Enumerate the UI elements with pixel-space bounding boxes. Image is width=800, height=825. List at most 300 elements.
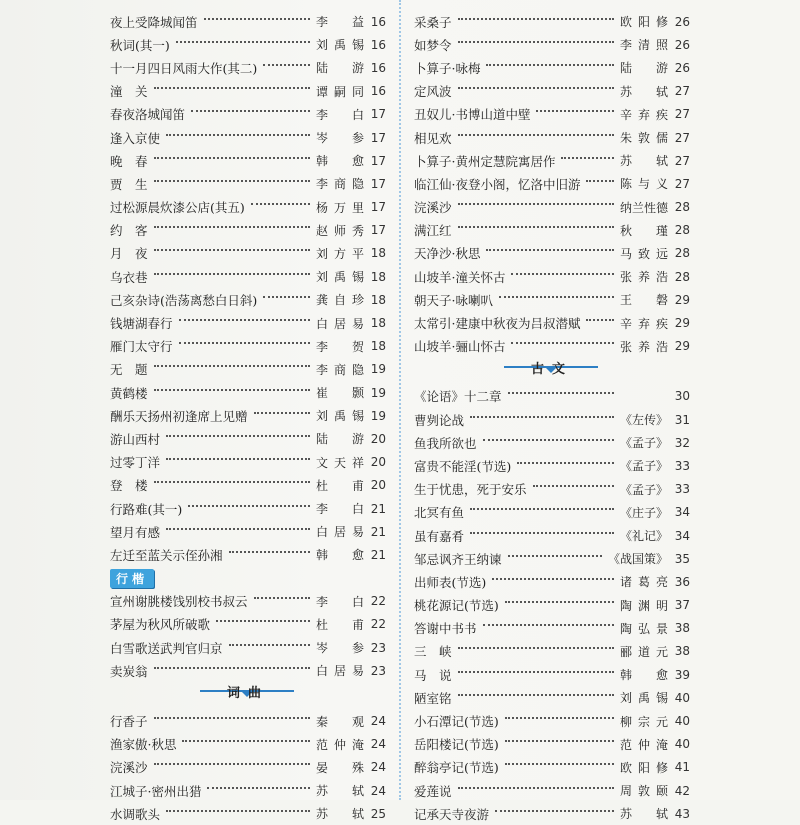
leader-dots [470, 416, 614, 418]
toc-entry [110, 613, 386, 636]
entry-title: 天净沙·秋思 [414, 246, 481, 262]
toc-group-poems [110, 10, 386, 567]
leader-dots [166, 458, 310, 460]
toc-entry [414, 80, 690, 103]
entry-page-number: 27 [674, 130, 690, 145]
entry-title: 小石潭记(节选) [414, 714, 499, 730]
entry-page-number: 39 [674, 667, 690, 682]
entry-title: 茅屋为秋风所破歌 [110, 617, 211, 633]
entry-page-number: 40 [674, 714, 690, 729]
toc-entry [414, 219, 690, 242]
toc-entry [414, 709, 690, 732]
entry-author: 诸葛亮 [620, 575, 668, 590]
entry-author: 岑 参 [316, 641, 364, 656]
entry-author: 张养浩 [620, 339, 668, 354]
leader-dots [470, 508, 614, 510]
toc-entry [110, 219, 386, 242]
leader-dots [166, 134, 310, 136]
toc-entry [110, 590, 386, 613]
leader-dots [586, 319, 614, 321]
entry-page-number: 19 [370, 362, 386, 377]
leader-dots [188, 505, 310, 507]
leader-dots [483, 624, 614, 626]
entry-author: 陆 游 [316, 61, 364, 76]
entry-page-number: 16 [370, 84, 386, 99]
entry-title: 潼 关 [110, 84, 148, 100]
leader-dots [166, 810, 310, 812]
leader-dots [458, 18, 614, 20]
section-title: 词曲 [226, 686, 269, 702]
entry-page-number: 20 [370, 431, 386, 446]
toc-entry [110, 103, 386, 126]
entry-page-number: 43 [674, 806, 690, 821]
entry-title: 行路难(其一) [110, 501, 183, 517]
entry-page-number: 17 [370, 200, 386, 215]
toc-entry [110, 427, 386, 450]
toc-entry [110, 33, 386, 56]
entry-author: 韩 愈 [316, 154, 364, 169]
entry-author: 文天祥 [316, 455, 364, 470]
leader-dots [154, 180, 310, 182]
entry-author: 刘禹锡 [316, 270, 364, 285]
entry-author: 苏 轼 [316, 807, 364, 822]
leader-dots [458, 647, 614, 649]
leader-dots [179, 319, 310, 321]
leader-dots [458, 134, 614, 136]
entry-page-number: 41 [674, 760, 690, 775]
leader-dots [505, 763, 614, 765]
entry-title: 黄鹤楼 [110, 385, 148, 401]
leader-dots [229, 644, 310, 646]
entry-page-number: 38 [674, 644, 690, 659]
entry-page-number: 24 [370, 737, 386, 752]
entry-page-number: 20 [370, 455, 386, 470]
toc-entry [414, 733, 690, 756]
entry-page-number: 16 [370, 14, 386, 29]
entry-title: 钱塘湖春行 [110, 316, 173, 332]
toc-entry [414, 408, 690, 431]
entry-author: 朱敦儒 [620, 131, 668, 146]
entry-title: 望月有感 [110, 524, 161, 540]
leader-dots [229, 551, 310, 553]
entry-author: 辛弃疾 [620, 316, 668, 331]
badge-row [110, 567, 386, 590]
entry-title: 太常引·建康中秋夜为吕叔潜赋 [414, 316, 581, 332]
entry-author: 崔 颢 [316, 386, 364, 401]
toc-entry [414, 802, 690, 825]
entry-author: 苏 轼 [316, 784, 364, 799]
entry-page-number: 29 [674, 292, 690, 307]
entry-author: 李商隐 [316, 362, 364, 377]
entry-title: 乌衣巷 [110, 269, 148, 285]
entry-title: 朝天子·咏喇叭 [414, 292, 493, 308]
entry-author: 周敦颐 [620, 784, 668, 799]
leader-dots [486, 64, 614, 66]
entry-author: 范仲淹 [316, 737, 364, 752]
leader-dots [533, 485, 614, 487]
toc-entry [110, 56, 386, 79]
entry-page-number: 24 [370, 783, 386, 798]
entry-title: 曹刿论战 [414, 412, 465, 428]
entry-page-number: 20 [370, 478, 386, 493]
entry-page-number: 42 [674, 783, 690, 798]
entry-page-number: 16 [370, 60, 386, 75]
leader-dots [254, 412, 310, 414]
entry-title: 定风波 [414, 84, 452, 100]
entry-page-number: 17 [370, 153, 386, 168]
entry-page-number: 21 [370, 547, 386, 562]
entry-title: 约 客 [110, 223, 148, 239]
entry-title: 富贵不能淫(节选) [414, 458, 512, 474]
toc-entry [414, 431, 690, 454]
toc-entry [414, 33, 690, 56]
toc-entry [110, 358, 386, 381]
entry-title: 逢入京使 [110, 130, 161, 146]
entry-author: 陶弘景 [620, 621, 668, 636]
leader-dots [166, 435, 310, 437]
entry-page-number: 18 [370, 292, 386, 307]
entry-author: 秦 观 [316, 714, 364, 729]
entry-title: 鱼我所欲也 [414, 435, 477, 451]
leader-dots [154, 249, 310, 251]
toc-entry [110, 381, 386, 404]
entry-page-number: 21 [370, 524, 386, 539]
toc-entry [110, 404, 386, 427]
entry-title: 陋室铭 [414, 690, 452, 706]
toc-entry [110, 10, 386, 33]
leader-dots [470, 532, 614, 534]
leader-dots [154, 667, 310, 669]
leader-dots [154, 226, 310, 228]
entry-page-number: 21 [370, 501, 386, 516]
entry-author: 苏 轼 [620, 84, 668, 99]
toc-entry [414, 594, 690, 617]
toc-entry [110, 451, 386, 474]
entry-page-number: 29 [674, 316, 690, 331]
column-divider [399, 0, 401, 800]
entry-page-number: 17 [370, 107, 386, 122]
toc-entry [110, 659, 386, 682]
entry-title: 无 题 [110, 362, 148, 378]
entry-page-number: 33 [674, 482, 690, 497]
toc-entry [414, 288, 690, 311]
leader-dots [483, 439, 614, 441]
entry-author: 刘禹锡 [316, 409, 364, 424]
leader-dots [191, 110, 310, 112]
entry-author: 刘禹锡 [620, 691, 668, 706]
entry-author: 《孟子》 [619, 459, 668, 474]
leader-dots [207, 787, 310, 789]
leader-dots [505, 601, 614, 603]
entry-page-number: 23 [370, 640, 386, 655]
toc-entry [414, 478, 690, 501]
entry-page-number: 33 [674, 458, 690, 473]
entry-author: 陶渊明 [620, 598, 668, 613]
entry-author: 纳兰性德 [619, 200, 668, 215]
toc-entry [110, 265, 386, 288]
leader-dots [458, 87, 614, 89]
toc-group-ci-cont [414, 10, 690, 358]
leader-dots [495, 810, 614, 812]
entry-title: 贾 生 [110, 176, 148, 192]
entry-title: 如梦令 [414, 37, 452, 53]
entry-title: 白雪歌送武判官归京 [110, 640, 223, 656]
leader-dots [458, 694, 614, 696]
leader-dots [263, 64, 310, 66]
entry-author: 刘禹锡 [316, 38, 364, 53]
entry-title: 山坡羊·潼关怀古 [414, 269, 506, 285]
entry-page-number: 26 [674, 60, 690, 75]
entry-title: 行香子 [110, 714, 148, 730]
toc-entry [414, 570, 690, 593]
toc-entry [110, 196, 386, 219]
style-badge: 行楷 [110, 569, 154, 588]
entry-author: 陆 游 [620, 61, 668, 76]
toc-entry [414, 335, 690, 358]
entry-page-number: 18 [370, 246, 386, 261]
leader-dots [154, 157, 310, 159]
entry-page-number: 28 [674, 269, 690, 284]
toc-entry [110, 126, 386, 149]
leader-dots [458, 671, 614, 673]
entry-author: 范仲淹 [620, 737, 668, 752]
leader-dots [154, 273, 310, 275]
toc-entry [414, 149, 690, 172]
toc-entry [414, 265, 690, 288]
leader-dots [561, 157, 614, 159]
leader-dots [254, 597, 310, 599]
leader-dots [251, 203, 310, 205]
entry-title: 十一月四日风雨大作(其二) [110, 60, 258, 76]
entry-page-number: 17 [370, 130, 386, 145]
entry-page-number: 26 [674, 14, 690, 29]
entry-title: 《论语》十二章 [414, 389, 502, 405]
entry-author: 《庄子》 [619, 505, 668, 520]
entry-author: 杜 甫 [316, 617, 364, 632]
toc-entry [110, 172, 386, 195]
entry-author: 岑 参 [316, 131, 364, 146]
entry-title: 桃花源记(节选) [414, 598, 499, 614]
toc-entry [110, 756, 386, 779]
entry-page-number: 18 [370, 339, 386, 354]
entry-page-number: 18 [370, 269, 386, 284]
entry-page-number: 38 [674, 621, 690, 636]
entry-title: 宣州谢朓楼饯别校书叔云 [110, 594, 248, 610]
entry-title: 丑奴儿·书博山道中壁 [414, 107, 531, 123]
toc-entry [110, 242, 386, 265]
entry-author: 韩 愈 [620, 668, 668, 683]
entry-title: 相见欢 [414, 130, 452, 146]
entry-author: 陈与义 [620, 177, 668, 192]
entry-title: 夜上受降城闻笛 [110, 14, 198, 30]
entry-author: 欧阳修 [620, 15, 668, 30]
toc-entry [110, 288, 386, 311]
entry-title: 水调歌头 [110, 806, 161, 822]
leader-dots [517, 462, 614, 464]
entry-title: 己亥杂诗(浩荡离愁白日斜) [110, 292, 258, 308]
toc-entry [414, 779, 690, 802]
entry-title: 三 峡 [414, 644, 452, 660]
entry-title: 临江仙·夜登小阁，忆洛中旧游 [414, 176, 581, 192]
entry-title: 卜算子·黄州定慧院寓居作 [414, 153, 556, 169]
entry-title: 虽有嘉肴 [414, 528, 465, 544]
entry-page-number: 18 [370, 316, 386, 331]
entry-title: 采桑子 [414, 14, 452, 30]
toc-entry [414, 103, 690, 126]
toc-entry [110, 709, 386, 732]
entry-author: 李 白 [316, 107, 364, 122]
entry-title: 雁门太守行 [110, 339, 173, 355]
toc-entry [414, 311, 690, 334]
toc-entry [110, 733, 386, 756]
entry-page-number: 19 [370, 385, 386, 400]
entry-page-number: 31 [674, 412, 690, 427]
leader-dots [492, 578, 614, 580]
entry-title: 醉翁亭记(节选) [414, 760, 499, 776]
entry-title: 浣溪沙 [110, 760, 148, 776]
leader-dots [499, 296, 614, 298]
leader-dots [458, 226, 614, 228]
entry-author: 龚自珍 [316, 293, 364, 308]
entry-title: 生于忧患，死于安乐 [414, 482, 527, 498]
entry-page-number: 22 [370, 594, 386, 609]
leader-dots [204, 18, 310, 20]
entry-page-number: 16 [370, 37, 386, 52]
entry-author: 李 白 [316, 594, 364, 609]
toc-group-xingkai [110, 590, 386, 683]
toc-left-column [110, 10, 386, 825]
entry-page-number: 28 [674, 246, 690, 261]
entry-title: 山坡羊·骊山怀古 [414, 339, 506, 355]
leader-dots [511, 342, 614, 344]
toc-entry [110, 520, 386, 543]
entry-title: 卜算子·咏梅 [414, 60, 481, 76]
entry-title: 酬乐天扬州初逢席上见赠 [110, 408, 248, 424]
entry-page-number: 40 [674, 690, 690, 705]
toc-entry [414, 524, 690, 547]
entry-page-number: 27 [674, 176, 690, 191]
entry-author: 谭嗣同 [316, 84, 364, 99]
entry-title: 卖炭翁 [110, 663, 148, 679]
entry-author: 李 贺 [316, 339, 364, 354]
leader-dots [179, 342, 310, 344]
entry-author: 陆 游 [316, 432, 364, 447]
entry-author: 《礼记》 [619, 529, 668, 544]
leader-dots [508, 392, 614, 394]
leader-dots [511, 273, 614, 275]
entry-title: 渔家傲·秋思 [110, 737, 177, 753]
toc-entry [414, 501, 690, 524]
leader-dots [536, 110, 614, 112]
entry-page-number: 17 [370, 176, 386, 191]
entry-author: 赵师秀 [316, 223, 364, 238]
entry-author: 韩 愈 [316, 548, 364, 563]
leader-dots [154, 389, 310, 391]
entry-author: 柳宗元 [620, 714, 668, 729]
entry-author: 《左传》 [619, 413, 668, 428]
toc-entry [110, 636, 386, 659]
entry-page-number: 28 [674, 200, 690, 215]
entry-title: 春夜洛城闻笛 [110, 107, 186, 123]
entry-page-number: 25 [370, 806, 386, 821]
entry-author: 杨万里 [316, 200, 364, 215]
section-header-guwen [414, 358, 690, 385]
leader-dots [154, 763, 310, 765]
toc-entry [414, 385, 690, 408]
entry-page-number: 36 [674, 574, 690, 589]
entry-author: 李清照 [620, 38, 668, 53]
leader-dots [154, 481, 310, 483]
toc-entry [110, 311, 386, 334]
entry-title: 记承天寺夜游 [414, 806, 490, 822]
entry-author: 李 益 [316, 15, 364, 30]
toc-entry [414, 547, 690, 570]
entry-author: 白居易 [316, 316, 364, 331]
toc-entry [414, 454, 690, 477]
toc-entry [414, 617, 690, 640]
entry-title: 月 夜 [110, 246, 148, 262]
entry-title: 马 说 [414, 667, 452, 683]
entry-title: 游山西村 [110, 431, 161, 447]
entry-title: 登 楼 [110, 478, 148, 494]
entry-page-number: 28 [674, 223, 690, 238]
toc-entry [110, 335, 386, 358]
leader-dots [458, 787, 614, 789]
toc-entry [414, 196, 690, 219]
entry-page-number: 26 [674, 37, 690, 52]
entry-page-number: 40 [674, 737, 690, 752]
entry-author: 刘方平 [316, 246, 364, 261]
entry-title: 答谢中书书 [414, 621, 477, 637]
toc-entry [414, 663, 690, 686]
entry-title: 浣溪沙 [414, 200, 452, 216]
entry-author: 《战国策》 [607, 552, 668, 567]
section-title: 古文 [530, 361, 573, 377]
entry-author: 马致远 [620, 246, 668, 261]
entry-author: 郦道元 [620, 644, 668, 659]
toc-entry [110, 80, 386, 103]
leader-dots [154, 365, 310, 367]
leader-dots [586, 180, 614, 182]
entry-author: 辛弃疾 [620, 107, 668, 122]
entry-author: 王 磐 [620, 293, 668, 308]
entry-page-number: 29 [674, 339, 690, 354]
toc-entry [414, 56, 690, 79]
toc-entry [110, 802, 386, 825]
entry-page-number: 34 [674, 505, 690, 520]
toc-entry [414, 126, 690, 149]
entry-author: 李商隐 [316, 177, 364, 192]
entry-page-number: 19 [370, 408, 386, 423]
toc-entry [110, 474, 386, 497]
entry-title: 晚 春 [110, 153, 148, 169]
entry-title: 左迁至蓝关示侄孙湘 [110, 547, 223, 563]
section-header-ci [110, 682, 386, 709]
leader-dots [263, 296, 310, 298]
entry-title: 爱莲说 [414, 783, 452, 799]
entry-title: 秋词(其一) [110, 37, 170, 53]
entry-author: 白居易 [316, 664, 364, 679]
entry-title: 过松源晨炊漆公店(其五) [110, 200, 245, 216]
toc-right-column [414, 10, 690, 825]
entry-title: 满江红 [414, 223, 452, 239]
leader-dots [176, 41, 310, 43]
toc-entry [414, 242, 690, 265]
entry-page-number: 27 [674, 84, 690, 99]
leader-dots [486, 249, 614, 251]
entry-author: 苏 轼 [620, 807, 668, 822]
leader-dots [216, 620, 310, 622]
